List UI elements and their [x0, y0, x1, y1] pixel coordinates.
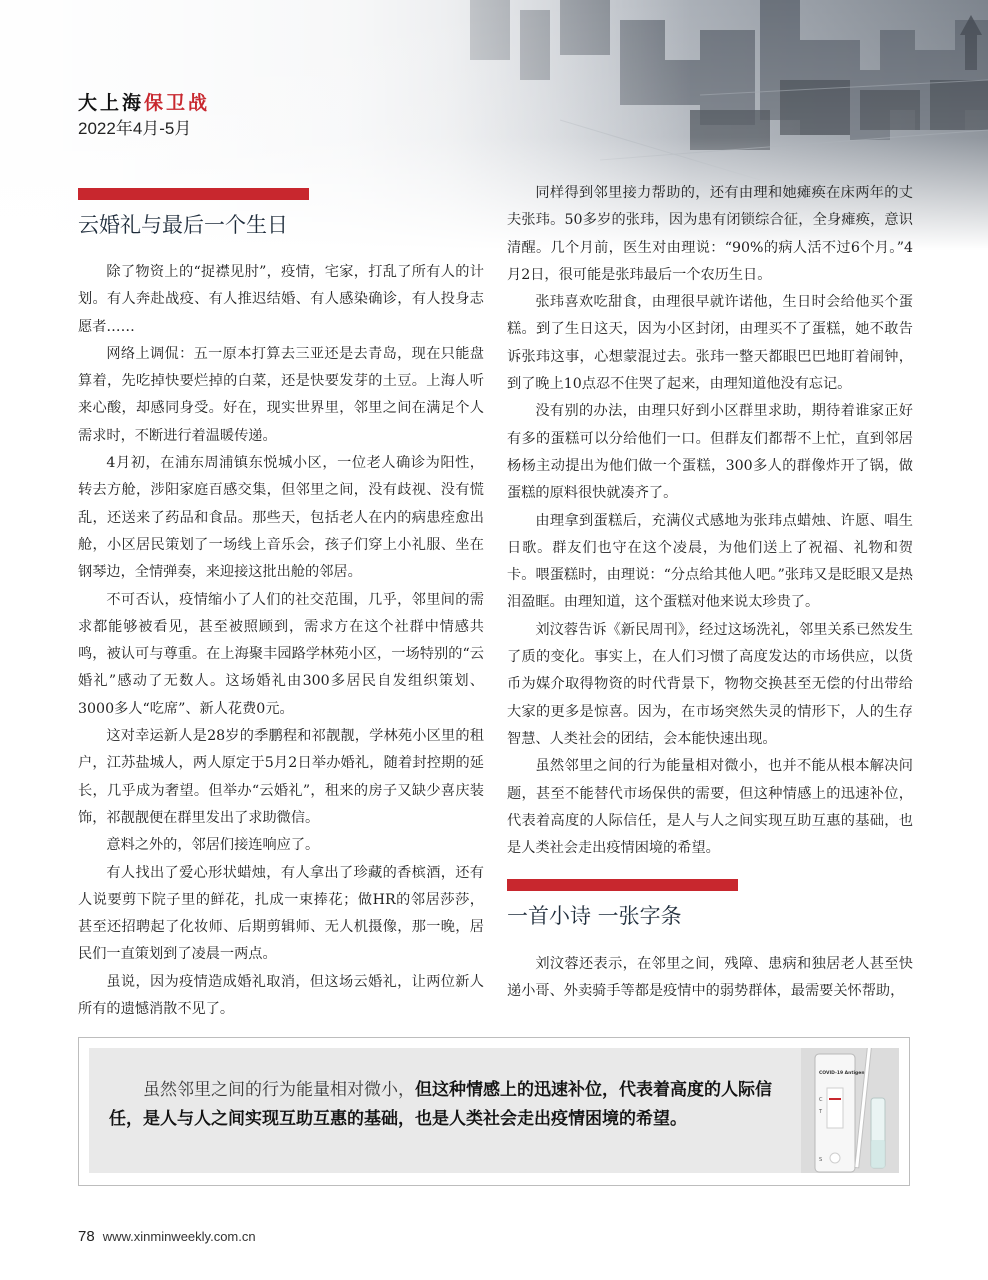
left-column-body	[78, 259, 484, 1023]
pull-quote-emphasis: 但这种情感上的迅速补位，代表着高度的人际信任，是人与人之间实现互助互惠的基础，也是人类社会走出疫情困境的希望。	[109, 1080, 772, 1129]
paragraph: 同样得到邻里接力帮助的，还有由理和她瘫痪在床两年的丈夫张玮。50多岁的张玮，因为患有闭锁综合征，全身瘫痪，意识清醒。几个月前，医生对由理说：“90%的病人活不过6个月。”4月2日，很可能是张玮最后一个农历生日。	[507, 185, 913, 283]
section-label-accent: 保卫战	[144, 92, 211, 114]
paragraph: 虽说，因为疫情造成婚礼取消，但这场云婚礼，让两位新人所有的遗憾消散不见了。	[78, 973, 484, 1018]
paragraph: 张玮喜欢吃甜食，由理很早就许诺他，生日时会给他买个蛋糕。到了生日这天，因为小区封闭，由理买不了蛋糕，她不敢告诉张玮这事，心想蒙混过去。张玮一整天都眼巴巴地盯着闹钟，到了晚上10点忍不住哭了起来，由理知道他没有忘记。	[507, 294, 913, 393]
paragraph: 刘汶蓉告诉《新民周刊》，经过这场洗礼，邻里关系已然发生了质的变化。事实上，在人们习惯了高度发达的市场供应，以货币为媒介取得物资的时代背景下，物物交换甚至无偿的付出带给大家的更多是惊喜。因为，在市场突然失灵的情形下，人的生存智慧、人类社会的团结，会本能快速出现。	[507, 621, 913, 747]
paragraph: 刘汶蓉还表示，在邻里之间，残障、患病和独居老人甚至快递小哥、外卖骑手等都是疫情中的弱势群体，最需要关怀帮助，	[507, 956, 913, 1000]
section-label	[78, 88, 210, 115]
paragraph: 这对幸运新人是28岁的季鹏程和祁靓靓，学林苑小区里的租户，江苏盐城人，两人原定于5月2日举办婚礼，随着封控期的延长，几乎成为奢望。但举办“云婚礼”，租来的房子又缺少喜庆装饰，祁靓靓便在群里发出了求助微信。	[78, 728, 484, 826]
right-subtitle: 一首小诗 一张字条	[507, 904, 682, 928]
issue-date: 2022年4月-5月	[78, 119, 192, 138]
website-link[interactable]: www.xinminweekly.com.cn	[102, 1229, 256, 1244]
paragraph: 没有别的办法，由理只好到小区群里求助，期待着谁家正好有多的蛋糕可以分给他们一口。但群友们都帮不上忙，直到邻居杨杨主动提出为他们做一个蛋糕，300多人的群像炸开了锅，做蛋糕的原料很快就凑齐了。	[507, 403, 913, 502]
pull-quote-text	[109, 1076, 789, 1134]
paragraph: 网络上调侃：五一原本打算去三亚还是去青岛，现在只能盘算着，先吃掉快要烂掉的白菜，还是快要发芽的土豆。上海人听来心酸，却感同身受。好在，现实世界里，邻里之间在满足个人需求时，不断进行着温暖传递。	[78, 345, 484, 444]
pull-quote-box	[78, 1037, 910, 1186]
test-kit-sample-mark: S	[819, 1157, 823, 1163]
paragraph: 除了物资上的“捉襟见肘”，疫情，宅家，打乱了所有人的计划。有人奔赴战疫、有人推迟结婚、有人感染确诊，有人投身志愿者……	[78, 264, 484, 335]
antigen-test-kit-image	[801, 1048, 899, 1173]
section-label-main: 大上海	[78, 92, 145, 114]
pull-quote-lead: 虽然邻里之间的行为能量相对微小，	[143, 1080, 415, 1100]
left-subtitle-bar	[78, 188, 309, 200]
left-subtitle: 云婚礼与最后一个生日	[78, 213, 288, 237]
test-kit-control-mark: C	[819, 1097, 823, 1103]
paragraph: 意料之外的，邻居们接连响应了。	[106, 837, 320, 854]
test-kit-test-mark: T	[819, 1109, 823, 1115]
paragraph: 有人找出了爱心形状蜡烛，有人拿出了珍藏的香槟酒，还有人说要剪下院子里的鲜花，扎成一束捧花；做HR的邻居莎莎，甚至还招聘起了化妆师、后期剪辑师、无人机摄像，那一晚，居民们一直策划到了凌晨一两点。	[78, 864, 484, 963]
page-footer	[78, 1228, 256, 1245]
paragraph: 不可否认，疫情缩小了人们的社交范围，几乎，邻里间的需求都能够被看见，甚至被照顾到，需求方在这个社群中情感共鸣，被认可与尊重。在上海聚丰园路学林苑小区，一场特别的“云婚礼”感动了无数人。这场婚礼由300多居民自发组织策划、3000多人“吃席”、新人花费0元。	[78, 591, 484, 717]
right-subtitle-bar	[507, 879, 738, 891]
test-kit-label: COVID-19 Antigen	[819, 1071, 865, 1076]
pull-quote-panel	[89, 1048, 899, 1173]
paragraph: 4月初，在浦东周浦镇东悦城小区，一位老人确诊为阳性，转去方舱，涉阳家庭百感交集，但邻里之间，没有歧视、没有慌乱，还送来了药品和食品。那些天，包括老人在内的病患痊愈出舱，小区居民策划了一场线上音乐会，孩子们穿上小礼服、坐在钢琴边，全情弹奏，来迎接这批出舱的邻居。	[78, 455, 484, 581]
paragraph: 虽然邻里之间的行为能量相对微小，也并不能从根本解决问题，甚至不能替代市场保供的需要，但这种情感上的迅速补位，代表着高度的人际信任，是人与人之间实现互助互惠的基础，也是人类社会走出疫情困境的希望。	[507, 758, 913, 857]
right-column-body	[507, 180, 913, 862]
paragraph: 由理拿到蛋糕后，充满仪式感地为张玮点蜡烛、许愿、唱生日歌。群友们也守在这个凌晨，为他们送上了祝福、礼物和贺卡。喂蛋糕时，由理说：“分点给其他人吧。”张玮又是眨眼又是热泪盈眶。由理知道，这个蛋糕对他来说太珍贵了。	[507, 512, 913, 611]
page-number: 78	[78, 1228, 95, 1245]
right-column-tail	[507, 951, 913, 1006]
